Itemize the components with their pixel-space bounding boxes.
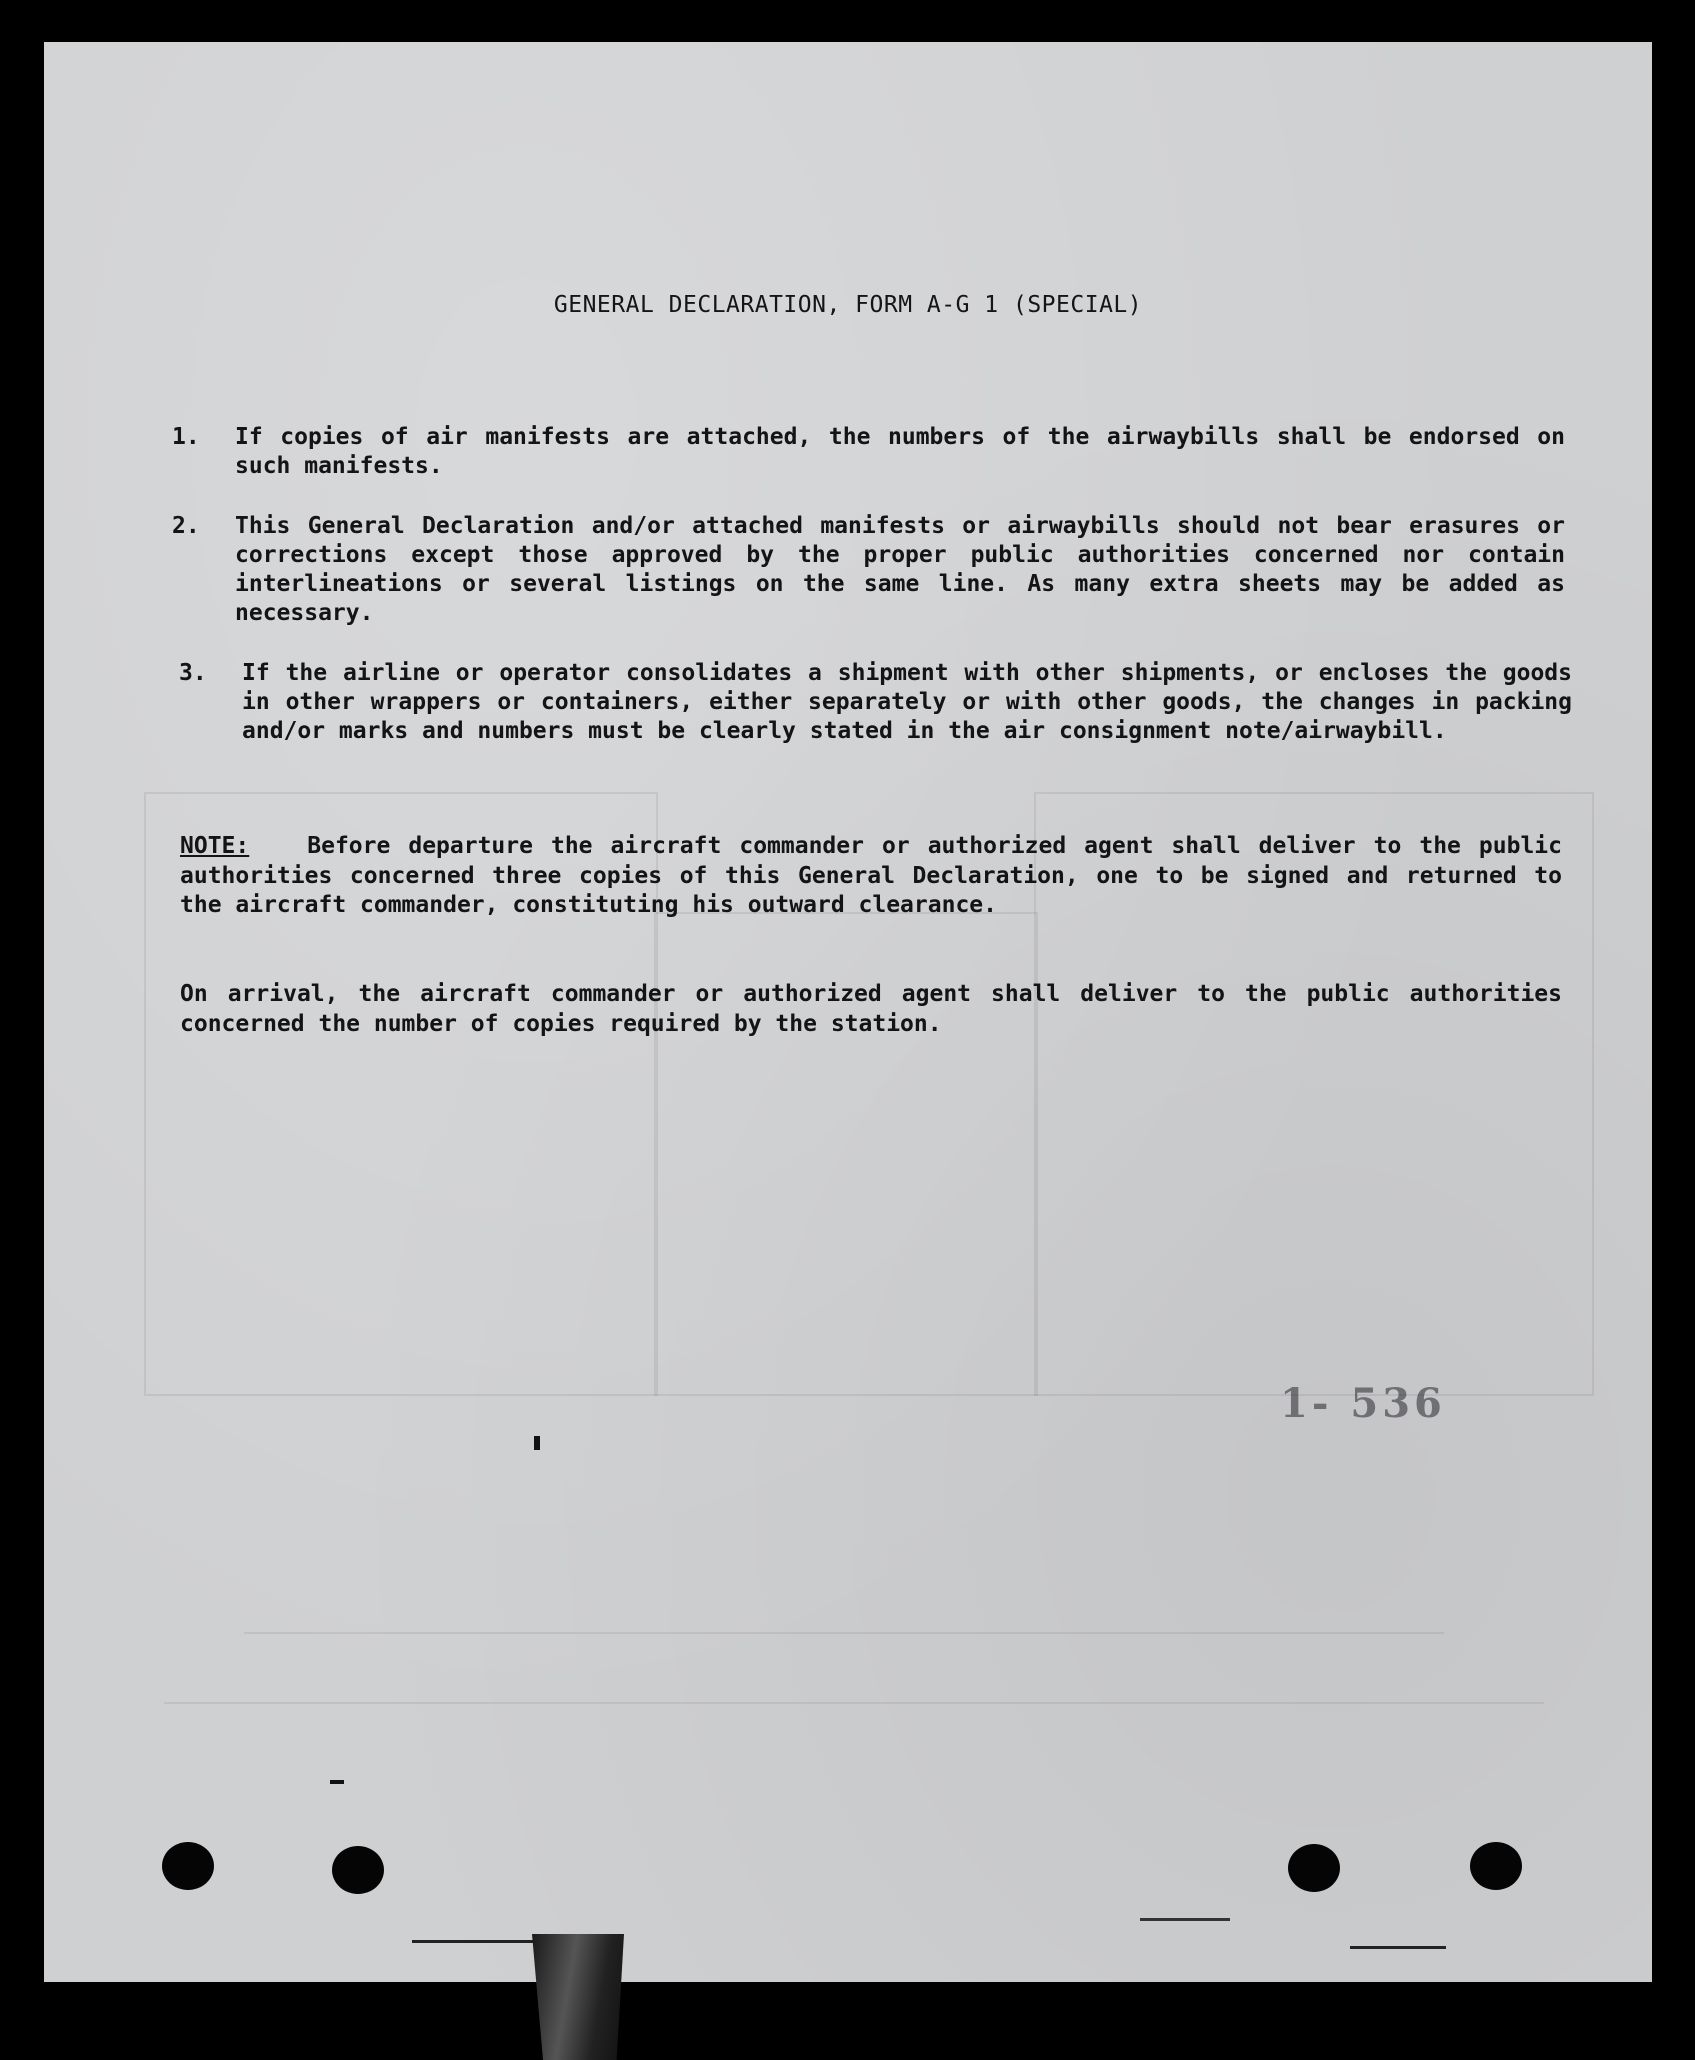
punch-hole — [1470, 1842, 1522, 1890]
note-paragraph — [180, 832, 1562, 921]
list-item — [172, 512, 1564, 632]
list-item — [179, 659, 1571, 779]
ink-speck — [412, 1940, 552, 1943]
list-item-text: This General Declaration and/or attached manifests or airwaybills should not bear erasures or corrections except those approved by the proper public authorities concerned nor contain interlineations or several listings on the same line. As many extra sheets may be added as necessary. — [235, 513, 1565, 626]
ink-speck — [534, 1436, 540, 1450]
list-item-text: If copies of air manifests are attached, the numbers of the airwaybills shall be endorsed on such manifests. — [235, 424, 1565, 479]
stamped-number: 1- 536 — [1280, 1380, 1446, 1427]
list-item — [172, 423, 1564, 483]
list-item-text: If the airline or operator consolidates a shipment with other shipments, or encloses the goods in other wrappers or containers, either separately or with other goods, the changes in packing and/or marks and numbers must be clearly stated in the air consignment note/airwaybill. — [242, 660, 1572, 744]
punch-hole — [162, 1842, 214, 1890]
paper-clip-tab — [532, 1934, 624, 2060]
list-item-number: 1. — [172, 424, 200, 450]
bleed-through-line — [164, 1702, 1544, 1704]
arrival-paragraph: On arrival, the aircraft commander or authorized agent shall deliver to the public authorities concerned the number of copies required by the station. — [180, 981, 1562, 1037]
punch-hole — [332, 1846, 384, 1894]
ink-speck — [1350, 1946, 1446, 1949]
list-item-number: 3. — [179, 660, 207, 686]
ink-speck — [1140, 1918, 1230, 1921]
note-label: NOTE: — [180, 833, 250, 859]
document-page — [44, 42, 1652, 1982]
bleed-through-line — [244, 1632, 1444, 1634]
page-title: GENERAL DECLARATION, FORM A-G 1 (SPECIAL) — [553, 292, 1143, 318]
punch-hole — [1288, 1844, 1340, 1892]
list-item-number: 2. — [172, 513, 200, 539]
ink-speck — [330, 1780, 344, 1784]
note-text: Before departure the aircraft commander or authorized agent shall deliver to the public authorities concerned three copies of this General Declaration, one to be signed and returned to the aircraft commander, constituting his outward clearance. — [180, 833, 1562, 918]
